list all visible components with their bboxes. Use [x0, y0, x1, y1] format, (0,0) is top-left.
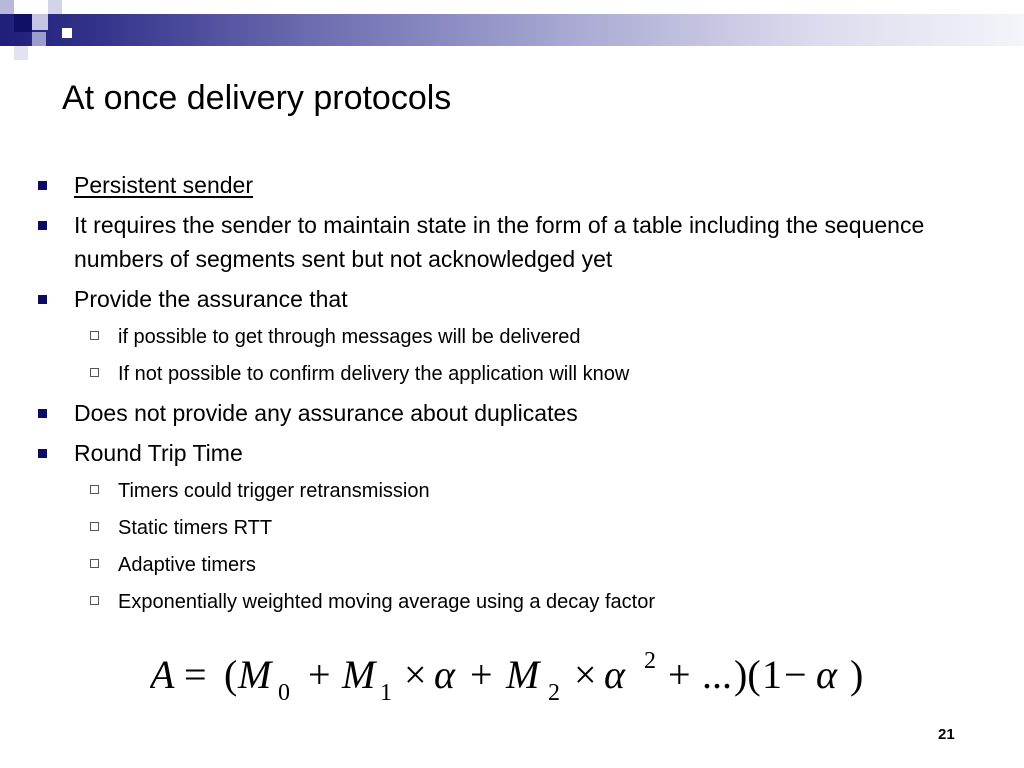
- header-decor-square: [0, 0, 14, 14]
- header-decor-square: [32, 32, 46, 46]
- header-gradient-bar: [0, 14, 1024, 46]
- sub-bullet-text: Exponentially weighted moving average using a decay factor: [118, 591, 655, 613]
- formula-var-m1: M: [342, 652, 376, 697]
- formula-plus: +: [470, 652, 493, 697]
- page-number: 21: [938, 726, 955, 743]
- sub-bullet-item: [0, 587, 1024, 617]
- formula-times: ×: [404, 652, 427, 697]
- formula-paren-open: (: [224, 652, 238, 697]
- sub-bullet-item: [0, 550, 1024, 580]
- formula-sub-2: 2: [548, 680, 560, 706]
- formula-alpha: α: [604, 652, 625, 697]
- slide-content: [0, 168, 1024, 624]
- sub-bullet-item: [0, 513, 1024, 543]
- header-decor-square: [14, 46, 28, 60]
- formula-sub-1: 1: [380, 680, 392, 706]
- sub-bullet-text: Static timers RTT: [118, 517, 273, 539]
- hollow-square-bullet-icon: [90, 368, 99, 377]
- sub-bullet-item: [0, 476, 1024, 506]
- ewma-formula: [150, 644, 870, 714]
- bullet-text: Does not provide any assurance about duplicates: [74, 400, 578, 426]
- formula-alpha: α: [816, 652, 837, 697]
- header-decor-square: [14, 14, 32, 32]
- header-decor-square: [48, 0, 62, 14]
- hollow-square-bullet-icon: [90, 596, 99, 605]
- sub-bullet-text: Timers could trigger retransmission: [118, 480, 430, 502]
- formula-var-m2: M: [506, 652, 540, 697]
- formula-ellipsis: ...: [702, 652, 732, 697]
- sub-bullet-text: Adaptive timers: [118, 554, 256, 576]
- formula-one: 1: [762, 652, 782, 697]
- formula-times: ×: [574, 652, 597, 697]
- square-bullet-icon: [38, 295, 47, 304]
- hollow-square-bullet-icon: [90, 559, 99, 568]
- bullet-text: It requires the sender to maintain state in the form of a table including the sequence numbers of segments sent but not acknowledged yet: [74, 212, 925, 272]
- bullet-item: [0, 208, 1024, 276]
- hollow-square-bullet-icon: [90, 522, 99, 531]
- sub-bullet-item: [0, 359, 1024, 389]
- header-decor-square: [32, 14, 48, 30]
- bullet-item: [0, 282, 1024, 316]
- formula-minus: −: [784, 652, 807, 697]
- sub-bullet-text: If not possible to confirm delivery the application will know: [118, 363, 630, 385]
- formula-paren-mid: )(: [734, 652, 761, 697]
- square-bullet-icon: [38, 221, 47, 230]
- formula-alpha: α: [434, 652, 455, 697]
- header-decor-square: [62, 28, 72, 38]
- sub-bullet-text: if possible to get through messages will be delivered: [118, 326, 581, 348]
- formula-equals: =: [184, 652, 207, 697]
- formula-var-m0: M: [238, 652, 272, 697]
- bullet-text: Persistent sender: [74, 172, 253, 198]
- bullet-item: [0, 396, 1024, 430]
- square-bullet-icon: [38, 449, 47, 458]
- formula-plus: +: [668, 652, 691, 697]
- bullet-item: [0, 436, 1024, 470]
- square-bullet-icon: [38, 181, 47, 190]
- formula-var-a: A: [150, 652, 175, 697]
- bullet-text: Provide the assurance that: [74, 286, 348, 312]
- hollow-square-bullet-icon: [90, 331, 99, 340]
- formula-plus: +: [308, 652, 331, 697]
- bullet-item: [0, 168, 1024, 202]
- slide-title: At once delivery protocols: [62, 79, 452, 117]
- sub-bullet-item: [0, 322, 1024, 352]
- hollow-square-bullet-icon: [90, 485, 99, 494]
- bullet-text: Round Trip Time: [74, 440, 243, 466]
- formula-sup-2: 2: [644, 648, 656, 674]
- square-bullet-icon: [38, 409, 47, 418]
- formula-sub-0: 0: [278, 680, 290, 706]
- formula-paren-close: ): [850, 652, 864, 697]
